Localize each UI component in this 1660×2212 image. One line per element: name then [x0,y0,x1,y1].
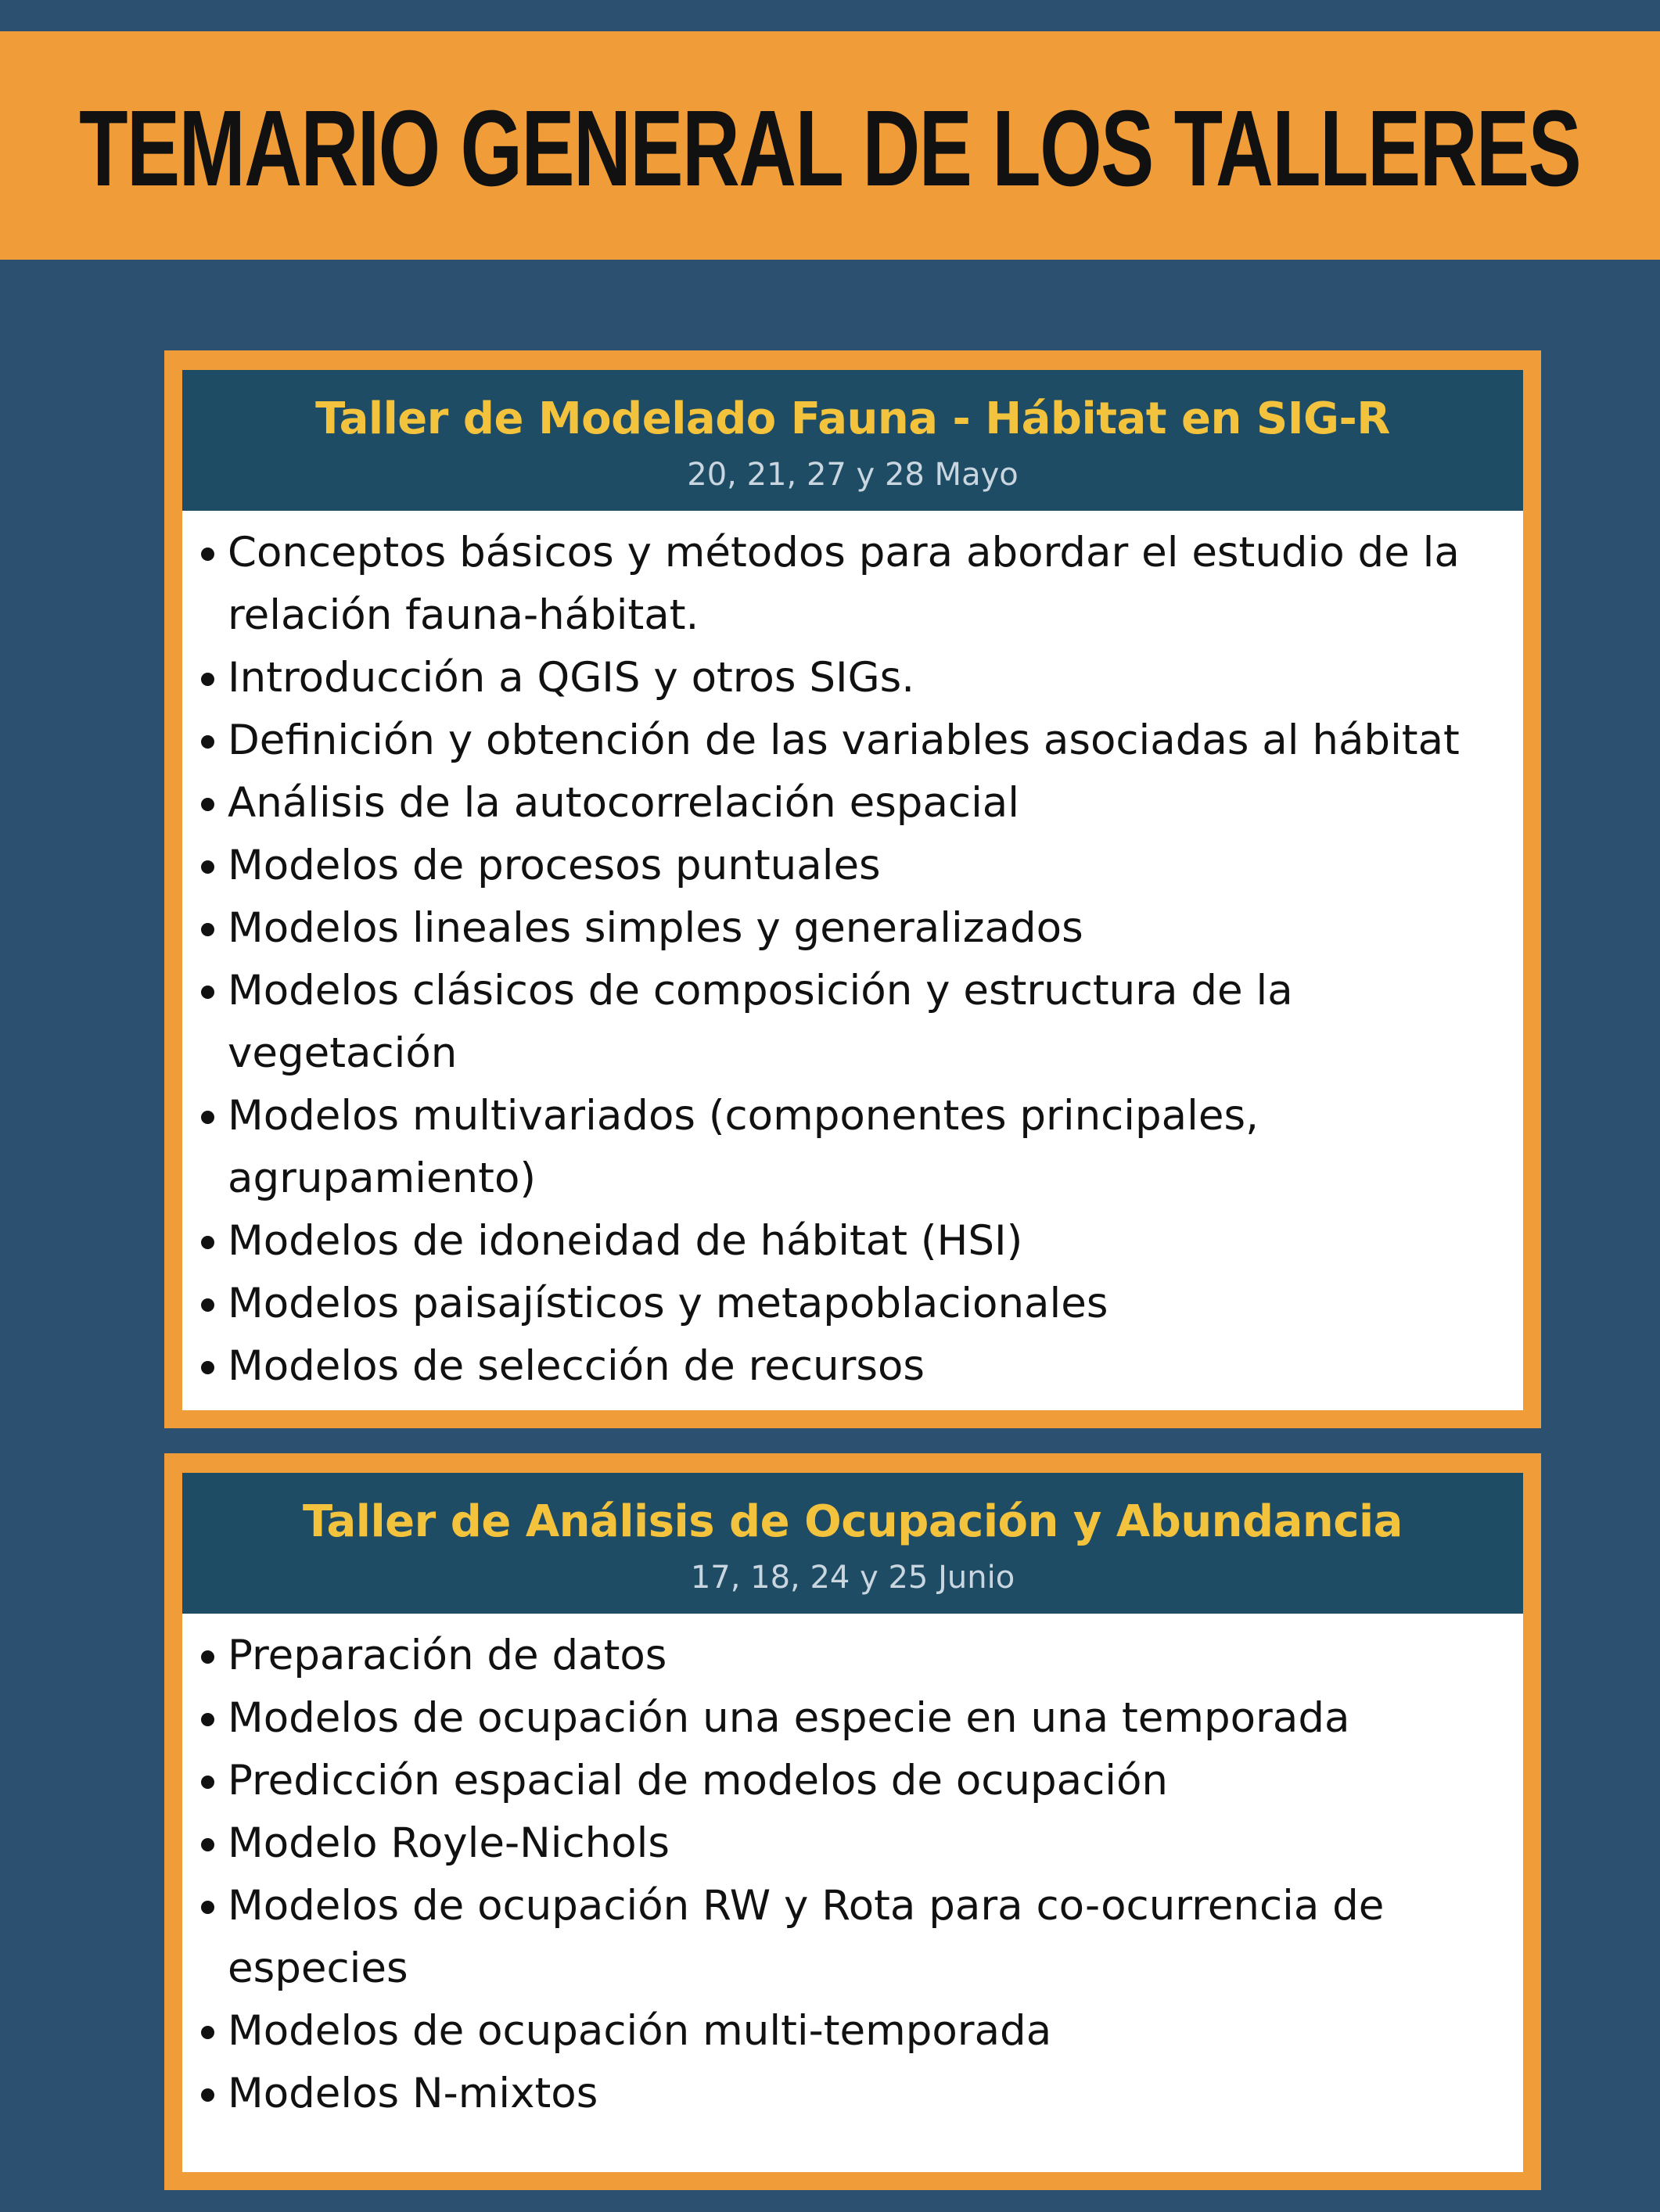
topic-list [182,511,1523,1398]
list-item-text: Modelos de procesos puntuales [228,842,881,889]
list-item-text: Conceptos básicos y métodos para abordar el estudio de la relación fauna-hábitat. [228,529,1460,639]
list-item-text: Predicción espacial de modelos de ocupación [228,1757,1169,1804]
list-item-text: Modelos lineales simples y generalizados [228,904,1083,952]
list-item [228,647,1492,709]
page-title: TEMARIO GENERAL DE LOS TALLERES [79,88,1581,209]
list-item-text: Modelos de selección de recursos [228,1342,925,1390]
list-item [228,1812,1492,1875]
topic-list [182,1614,1523,2125]
bullet-icon [201,1650,214,1664]
list-item [228,897,1492,960]
list-item-text: Introducción a QGIS y otros SIGs. [228,654,915,702]
list-item-text: Modelos paisajísticos y metapoblacionales [228,1280,1108,1327]
bullet-icon [201,1361,214,1374]
list-item [228,709,1492,772]
bullet-icon [201,2088,214,2102]
list-item [228,772,1492,835]
list-item [228,522,1492,647]
list-item-text: Modelos de ocupación una especie en una temporada [228,1694,1350,1742]
list-item [228,2000,1492,2063]
bullet-icon [201,1111,214,1124]
list-item [228,1625,1492,1687]
bullet-icon [201,1901,214,1914]
list-item [228,1687,1492,1750]
workshop-card-ocupacion-abundancia [164,1453,1541,2190]
list-item-text: Definición y obtención de las variables asociadas al hábitat [228,716,1460,764]
bullet-icon [201,673,214,686]
list-item [228,1750,1492,1812]
list-item-text: Modelos N-mixtos [228,2070,598,2117]
workshop-card-body [182,370,1523,1410]
workshop-dates: 17, 18, 24 y 25 Junio [690,1560,1015,1596]
workshop-title: Taller de Modelado Fauna - Hábitat en SIG-R [315,393,1390,444]
bullet-icon [201,735,214,749]
list-item [228,1273,1492,1335]
bullet-icon [201,798,214,811]
bullet-icon [201,1236,214,1249]
bullet-icon [201,923,214,936]
list-item-text: Modelos de idoneidad de hábitat (HSI) [228,1217,1023,1265]
list-item [228,1335,1492,1398]
list-item-text: Modelo Royle-Nichols [228,1819,670,1867]
bullet-icon [201,1776,214,1789]
workshop-card-header [182,1473,1523,1614]
list-item-text: Modelos de ocupación RW y Rota para co-ocurrencia de especies [228,1882,1385,1992]
workshop-dates: 20, 21, 27 y 28 Mayo [687,457,1019,493]
list-item [228,1210,1492,1273]
workshop-card-header [182,370,1523,511]
bullet-icon [201,2026,214,2039]
bullet-icon [201,986,214,999]
list-item-text: Modelos multivariados (componentes principales, agrupamiento) [228,1092,1259,1202]
bullet-icon [201,1713,214,1726]
list-item [228,1875,1492,2000]
workshop-title: Taller de Análisis de Ocupación y Abundancia [303,1496,1403,1547]
list-item-text: Preparación de datos [228,1632,667,1679]
list-item [228,1085,1492,1210]
list-item-text: Modelos clásicos de composición y estructura de la vegetación [228,967,1293,1077]
top-strip [0,0,1660,31]
list-item [228,835,1492,897]
bullet-icon [201,1838,214,1851]
list-item-text: Análisis de la autocorrelación espacial [228,779,1019,827]
list-item [228,2063,1492,2125]
bullet-icon [201,1298,214,1312]
title-banner [0,31,1660,260]
workshop-card-fauna-habitat [164,350,1541,1428]
list-item-text: Modelos de ocupación multi-temporada [228,2007,1052,2055]
bullet-icon [201,548,214,561]
list-item [228,960,1492,1085]
workshop-card-body [182,1473,1523,2172]
bullet-icon [201,860,214,874]
